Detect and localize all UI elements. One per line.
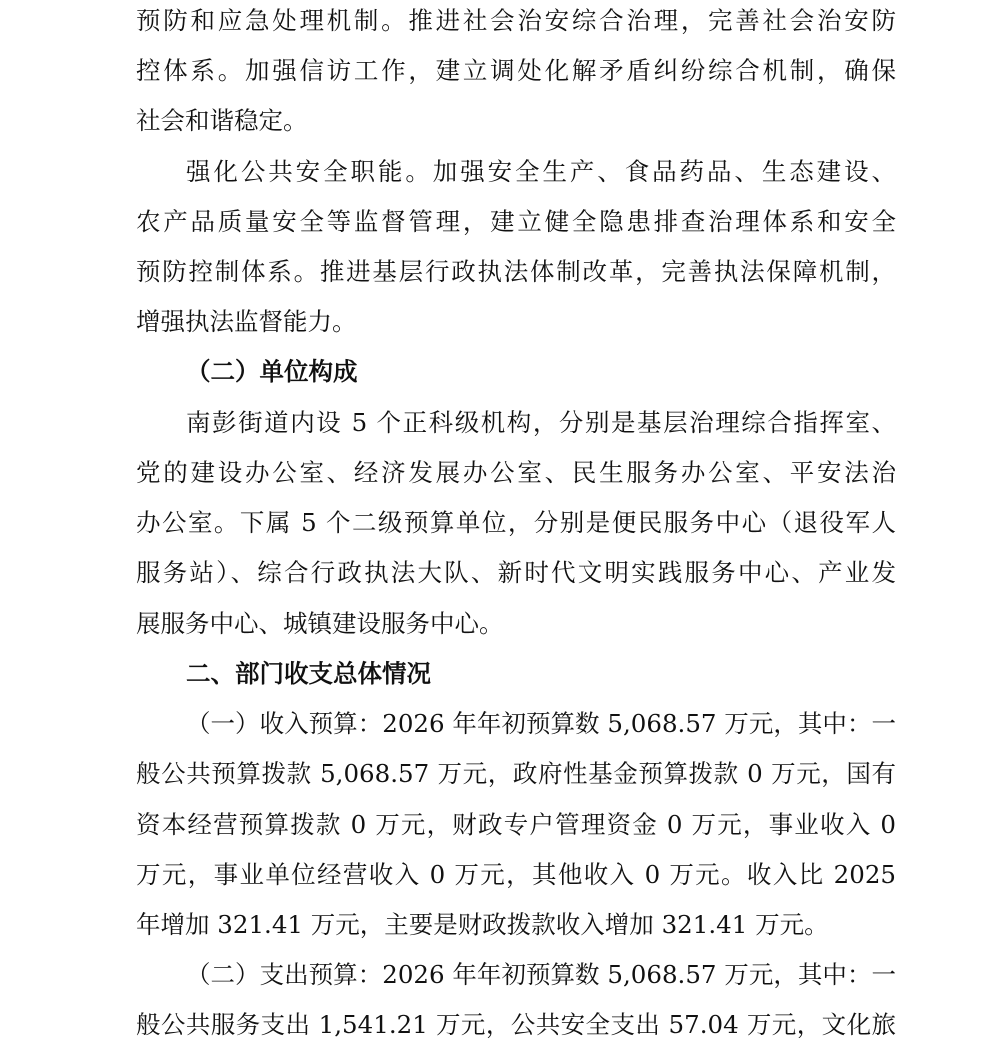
paragraph-line: （二）支出预算：2026 年年初预算数 5,068.57 万元，其中：一 [186, 960, 896, 989]
paragraph-line: 党的建设办公室、经济发展办公室、民生服务办公室、平安法治 [136, 458, 896, 487]
paragraph-line: 般公共服务支出 1,541.21 万元，公共安全支出 57.04 万元，文化旅 [136, 1010, 896, 1039]
section-heading: （二）单位构成 [186, 357, 358, 386]
paragraph-line: （一）收入预算：2026 年年初预算数 5,068.57 万元，其中：一 [186, 709, 896, 738]
section-heading: 二、部门收支总体情况 [186, 659, 431, 688]
paragraph-line: 农产品质量安全等监督管理，建立健全隐患排查治理体系和安全 [136, 207, 896, 236]
paragraph-line: 般公共预算拨款 5,068.57 万元，政府性基金预算拨款 0 万元，国有 [136, 759, 896, 788]
paragraph-line: 预防和应急处理机制。推进社会治安综合治理，完善社会治安防 [136, 6, 896, 35]
paragraph-line: 服务站）、综合行政执法大队、新时代文明实践服务中心、产业发 [136, 558, 896, 587]
paragraph-line: 增强执法监督能力。 [136, 307, 357, 336]
paragraph-line: 强化公共安全职能。加强安全生产、食品药品、生态建设、 [186, 157, 896, 186]
paragraph-line: 年增加 321.41 万元，主要是财政拨款收入增加 321.41 万元。 [136, 910, 829, 939]
paragraph-line: 社会和谐稳定。 [136, 106, 308, 135]
paragraph-line: 办公室。下属 5 个二级预算单位，分别是便民服务中心（退役军人 [136, 508, 896, 537]
paragraph-line: 南彭街道内设 5 个正科级机构，分别是基层治理综合指挥室、 [186, 408, 896, 437]
paragraph-line: 预防控制体系。推进基层行政执法体制改革，完善执法保障机制， [136, 257, 896, 286]
paragraph-line: 展服务中心、城镇建设服务中心。 [136, 609, 504, 638]
paragraph-line: 资本经营预算拨款 0 万元，财政专户管理资金 0 万元，事业收入 0 [136, 810, 896, 839]
paragraph-line: 万元，事业单位经营收入 0 万元，其他收入 0 万元。收入比 2025 [136, 860, 896, 889]
paragraph-line: 控体系。加强信访工作，建立调处化解矛盾纠纷综合机制，确保 [136, 56, 896, 85]
